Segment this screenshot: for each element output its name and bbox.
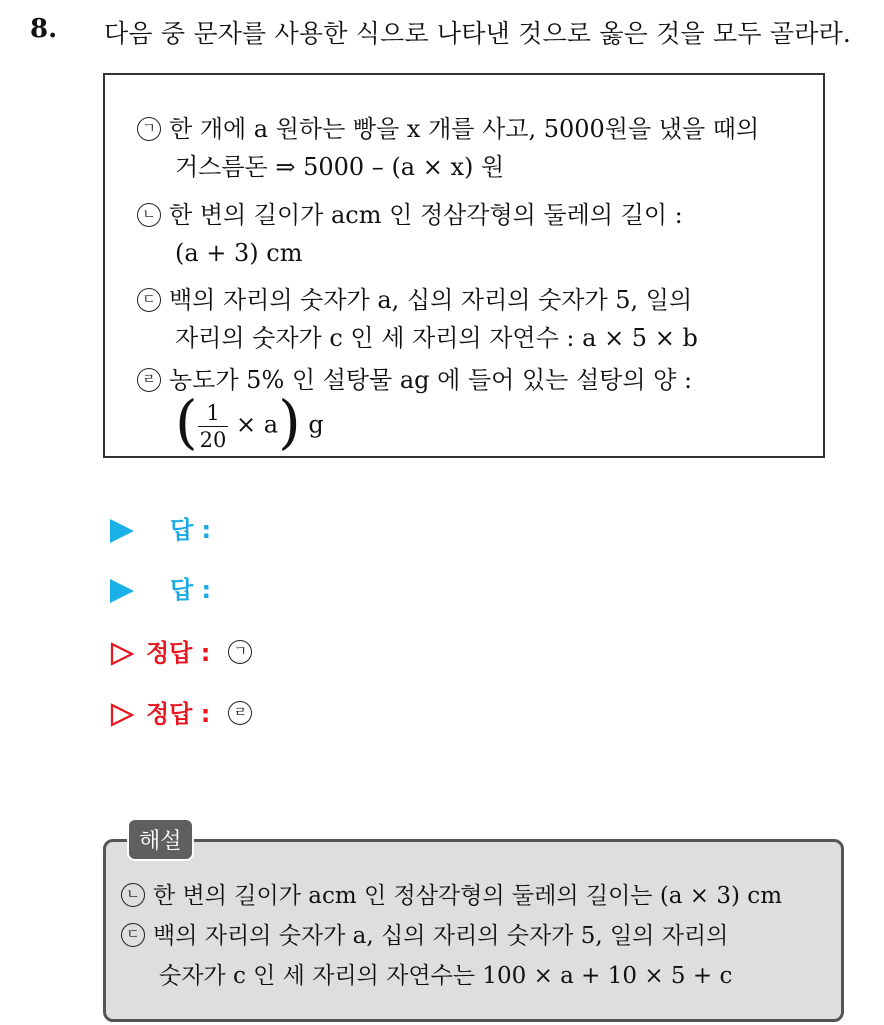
solution-tag: 해설 [127,818,194,861]
correct-value [228,639,260,667]
answer-label: 답 : [170,516,212,544]
correct-marker: ㄱ [228,640,252,664]
solution-line [159,956,732,996]
play-triangle-icon [110,579,134,603]
choice-2 [137,195,683,235]
fraction-unit: g [308,410,324,439]
solution-box [103,839,844,1022]
choice-marker: ㄷ [137,288,161,312]
correct-marker: ㄹ [228,701,252,725]
correct-value [228,700,260,728]
choice-1-cont [137,147,504,187]
fraction-rest: × a [236,410,279,439]
fraction-numerator: 1 [198,400,229,427]
solution-text: 한 변의 길이가 acm 인 정삼각형의 둘레의 길이는 (a × 3) cm [153,883,783,909]
question-number: 8. [30,14,58,44]
answer-row-2 [110,570,211,605]
choice-marker: ㄹ [137,368,161,392]
correct-label: 정답 : [146,700,211,728]
correct-row-1 [110,633,260,668]
choice-1 [137,109,759,149]
choice-line: 자리의 숫자가 c 인 세 자리의 자연수 : a × 5 × b [175,324,698,352]
choice-marker: ㄱ [137,117,161,141]
choice-line: (a + 3) cm [175,239,303,267]
choice-line: 한 개에 a 원하는 빵을 x 개를 사고, 5000원을 냈을 때의 [169,115,760,143]
solution-line [121,916,728,956]
solution-line [121,876,782,916]
correct-row-2 [110,694,260,729]
choices-box [103,73,825,458]
play-triangle-icon [110,519,134,543]
choice-2-cont [137,233,303,273]
choice-4-cont [137,388,324,456]
answer-row-1 [110,510,211,545]
paren-open: ( [175,388,198,456]
fraction [198,400,229,453]
answer-label: 답 : [170,576,212,604]
choice-line: 농도가 5% 인 설탕물 ag 에 들어 있는 설탕의 양 : [169,366,693,394]
paren-close: ) [278,388,301,456]
choice-4 [137,360,692,400]
outline-triangle-icon [110,703,134,727]
solution-text: 백의 자리의 숫자가 a, 십의 자리의 숫자가 5, 일의 자리의 [153,923,729,949]
fraction-denominator: 20 [199,427,227,452]
solution-marker: ㄷ [121,923,145,947]
outline-triangle-icon [110,642,134,666]
solution-text: 숫자가 c 인 세 자리의 자연수는 100 × a + 10 × 5 + c [159,963,733,989]
solution-marker: ㄴ [121,883,145,907]
choice-line: 거스름돈 ⇒ 5000 – (a × x) 원 [175,153,505,181]
correct-label: 정답 : [146,639,211,667]
choice-3 [137,280,692,320]
choice-line: 한 변의 길이가 acm 인 정삼각형의 둘레의 길이 : [169,201,683,229]
choice-3-cont [137,318,698,358]
question-text: 다음 중 문자를 사용한 식으로 나타낸 것으로 옳은 것을 모두 골라라. [104,19,852,48]
choice-line: 백의 자리의 숫자가 a, 십의 자리의 숫자가 5, 일의 [169,286,693,314]
choice-marker: ㄴ [137,203,161,227]
